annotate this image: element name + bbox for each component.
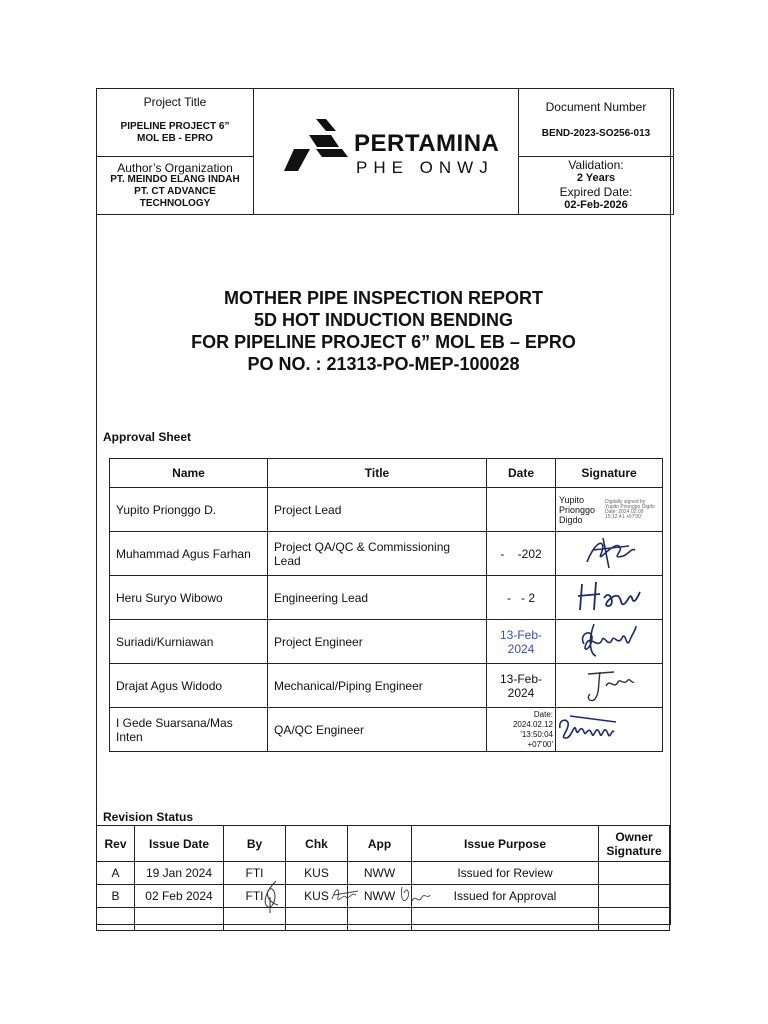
approver-title: QA/QC Engineer xyxy=(268,708,487,752)
approval-date: 13-Feb-2024 xyxy=(487,620,556,664)
col-owner-signature: Owner Signature xyxy=(599,826,670,862)
revision-table xyxy=(96,825,670,931)
col-issue-purpose: Issue Purpose xyxy=(412,826,599,862)
col-by: By xyxy=(224,826,286,862)
logo-line2: PHE ONWJ xyxy=(356,158,494,177)
revision-row xyxy=(97,885,670,908)
revision-row xyxy=(97,908,670,931)
handwritten-signature xyxy=(556,532,663,576)
title-line-2: 5D HOT INDUCTION BENDING xyxy=(253,310,513,330)
signature-icon xyxy=(579,532,639,572)
rev-app-cell xyxy=(348,885,412,908)
approver-title: Project QA/QC & Commissioning Lead xyxy=(268,532,487,576)
rev-date xyxy=(135,908,224,931)
initials-signature-icon xyxy=(258,879,288,913)
col-name: Name xyxy=(110,459,268,488)
rev-by: FTI xyxy=(224,862,286,885)
document-number: BEND-2023-SO256-013 xyxy=(541,127,651,139)
revision-status-label: Revision Status xyxy=(103,810,194,824)
author-org-line3: TECHNOLOGY xyxy=(139,197,211,209)
author-org-cell xyxy=(97,157,254,215)
validation-value: 2 Years xyxy=(576,172,616,185)
rev-by: FTI xyxy=(245,889,264,903)
approver-name: Drajat Agus Widodo xyxy=(110,664,268,708)
approval-table xyxy=(109,458,663,752)
project-title-line1: PIPELINE PROJECT 6” xyxy=(120,120,230,132)
digital-sig-detail2: Yupito Prionggo Digdo xyxy=(605,503,655,510)
document-number-label: Document Number xyxy=(545,99,647,114)
digital-sig-detail4: 15:12:41 +07'00' xyxy=(605,513,642,520)
rev-app xyxy=(348,908,412,931)
rev-id: A xyxy=(97,862,135,885)
handwritten-signature xyxy=(556,708,663,752)
approval-date: - -202 xyxy=(487,532,556,576)
pertamina-logo xyxy=(254,89,518,209)
rev-app: NWW xyxy=(348,862,412,885)
document-header xyxy=(96,88,674,215)
signature-icon xyxy=(574,620,644,660)
revision-row xyxy=(97,862,670,885)
expired-label: Expired Date: xyxy=(559,185,633,200)
expired-value: 02-Feb-2026 xyxy=(564,199,628,212)
date-stamp-line2: 2024.02.12 xyxy=(512,719,553,729)
approval-row xyxy=(110,664,663,708)
col-issue-date: Issue Date xyxy=(135,826,224,862)
rev-owner xyxy=(599,908,670,931)
project-title-label: Project Title xyxy=(143,94,207,109)
signature-icon xyxy=(574,576,644,616)
date-stamp-line1: Date: xyxy=(533,709,553,719)
approver-name: Suriadi/Kurniawan xyxy=(110,620,268,664)
rev-app: NWW xyxy=(363,889,396,903)
approval-header-row xyxy=(110,459,663,488)
approval-date: 13-Feb-2024 xyxy=(487,664,556,708)
rev-chk: KUS xyxy=(286,862,348,885)
rev-owner xyxy=(599,862,670,885)
approver-title: Engineering Lead xyxy=(268,576,487,620)
author-org-label: Author’s Organization xyxy=(117,160,233,175)
col-chk: Chk xyxy=(286,826,348,862)
approval-row xyxy=(110,708,663,752)
rev-id xyxy=(97,908,135,931)
validation-cell xyxy=(519,157,674,215)
approver-name: Yupito Prionggo D. xyxy=(110,488,268,532)
signature-icon xyxy=(574,664,644,704)
handwritten-signature xyxy=(556,620,663,664)
approval-date xyxy=(487,488,556,532)
validation-label: Validation: xyxy=(568,158,624,173)
approval-row xyxy=(110,488,663,532)
rev-purpose: Issued for Review xyxy=(412,862,599,885)
rev-chk xyxy=(286,908,348,931)
approval-date-stamp xyxy=(487,708,556,752)
title-line-4: PO NO. : 21313-PO-MEP-100028 xyxy=(247,354,520,374)
digital-sig-line2: Prionggo xyxy=(559,504,596,515)
revision-header-row xyxy=(97,826,670,862)
approver-title: Project Engineer xyxy=(268,620,487,664)
approver-name: Muhammad Agus Farhan xyxy=(110,532,268,576)
approval-sheet-label: Approval Sheet xyxy=(103,430,192,444)
approval-row xyxy=(110,620,663,664)
digital-sig-line1: Yupito xyxy=(559,494,585,505)
rev-date: 19 Jan 2024 xyxy=(135,862,224,885)
document-number-cell xyxy=(519,89,674,157)
col-rev: Rev xyxy=(97,826,135,862)
rev-chk-cell xyxy=(286,885,348,908)
approval-date: - - 2 xyxy=(487,576,556,620)
logo-line1: PERTAMINA xyxy=(354,130,500,157)
project-title-line2: MOL EB - EPRO xyxy=(137,132,213,144)
handwritten-signature xyxy=(556,576,663,620)
author-org-line2: PT. CT ADVANCE xyxy=(134,185,216,197)
report-title xyxy=(96,287,671,375)
rev-id: B xyxy=(97,885,135,908)
approver-title: Mechanical/Piping Engineer xyxy=(268,664,487,708)
handwritten-signature xyxy=(556,664,663,708)
title-line-3: FOR PIPELINE PROJECT 6” MOL EB – EPRO xyxy=(191,332,576,352)
digital-sig-line3: Digdo xyxy=(559,514,583,525)
signature-icon xyxy=(556,708,626,748)
digital-sig-detail1: Digitally signed by xyxy=(605,498,646,505)
initials-signature-icon xyxy=(398,883,432,907)
rev-purpose: Issued for Approval xyxy=(412,885,599,908)
rev-date: 02 Feb 2024 xyxy=(135,885,224,908)
rev-purpose xyxy=(412,908,599,931)
col-title: Title xyxy=(268,459,487,488)
title-line-1: MOTHER PIPE INSPECTION REPORT xyxy=(223,288,544,308)
digital-sig-detail3: Date: 2024.02.09 xyxy=(605,508,644,515)
digital-signature xyxy=(556,488,663,532)
rev-owner xyxy=(599,885,670,908)
rev-by-cell xyxy=(224,885,286,908)
col-date: Date xyxy=(487,459,556,488)
logo-cell xyxy=(254,89,519,215)
col-app: App xyxy=(348,826,412,862)
col-signature: Signature xyxy=(556,459,663,488)
approval-row xyxy=(110,576,663,620)
approver-name: Heru Suryo Wibowo xyxy=(110,576,268,620)
rev-chk: KUS xyxy=(304,889,329,903)
date-stamp-line3: '13:50:04 +07'00' xyxy=(520,729,553,749)
project-title-cell xyxy=(97,89,254,157)
approver-name: I Gede Suarsana/Mas Inten xyxy=(110,708,268,752)
approver-title: Project Lead xyxy=(268,488,487,532)
author-org-line1: PT. MEINDO ELANG INDAH xyxy=(110,173,240,185)
approval-row xyxy=(110,532,663,576)
